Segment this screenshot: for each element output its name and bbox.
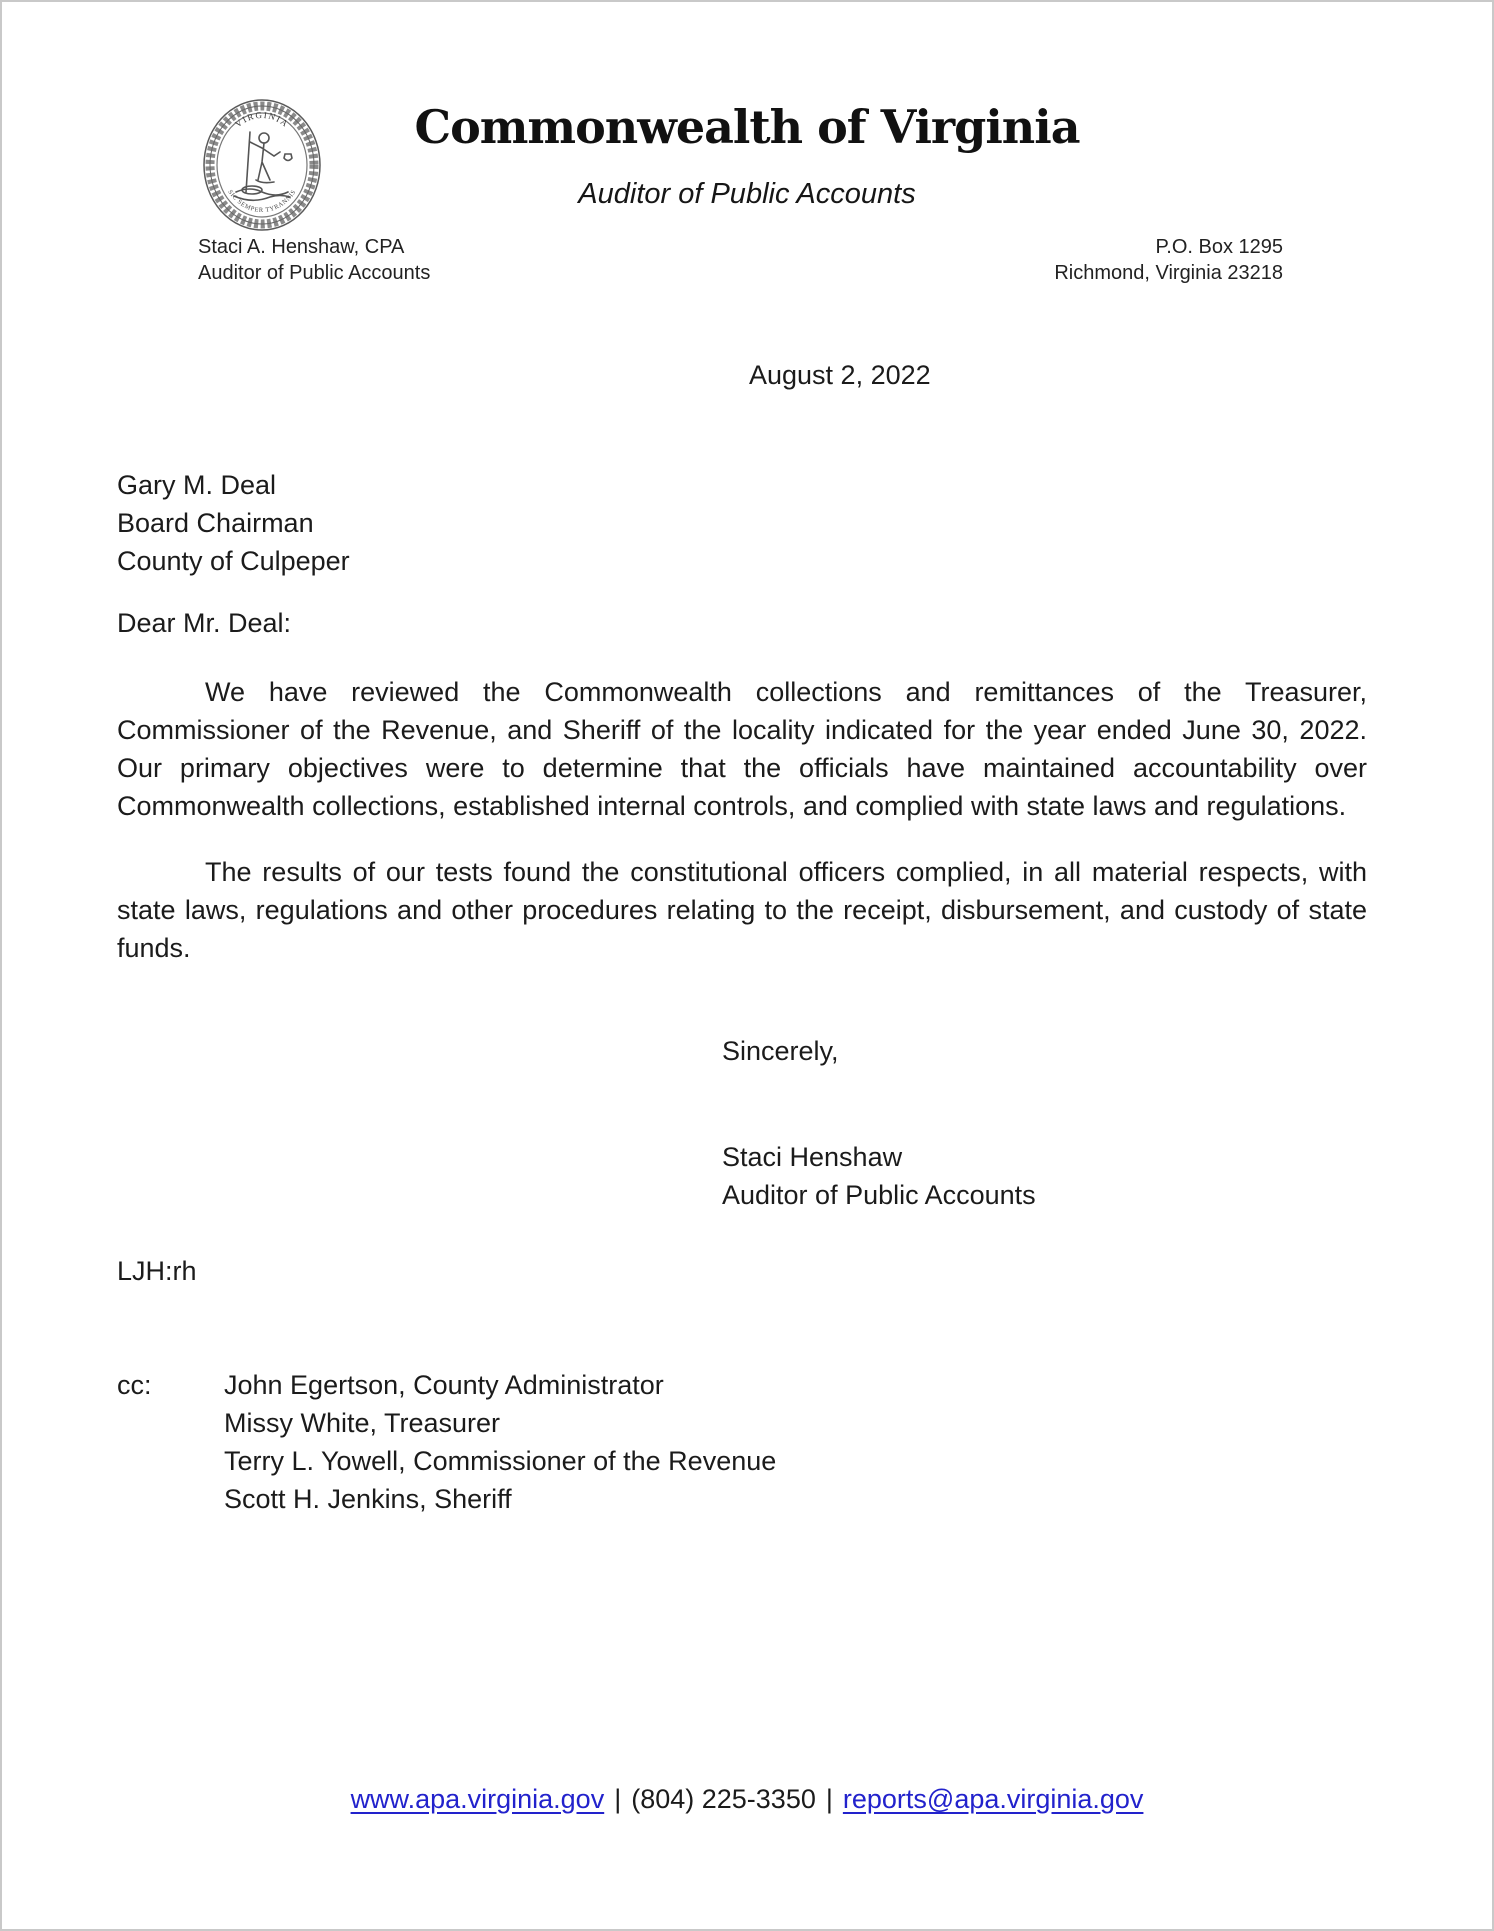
reference-initials: LJH:rh xyxy=(117,1256,197,1286)
salutation: Dear Mr. Deal: xyxy=(117,608,292,638)
cc-recipient: Terry L. Yowell, Commissioner of the Revenue xyxy=(224,1446,777,1476)
email-link[interactable]: reports@apa.virginia.gov xyxy=(842,1784,1144,1814)
cc-label: cc: xyxy=(117,1370,152,1400)
cc-recipient: John Egertson, County Administrator xyxy=(224,1370,664,1400)
seal-top-text: VIRGINIA xyxy=(233,109,291,130)
cc-recipient: Scott H. Jenkins, Sheriff xyxy=(224,1484,512,1514)
page-footer xyxy=(2,1784,1492,1815)
phone-number: (804) 225-3350 xyxy=(631,1784,816,1814)
footer-separator: | xyxy=(825,1784,833,1814)
valediction: Sincerely, xyxy=(722,1036,839,1066)
body-paragraph-2: The results of our tests found the constitutional officers complied, in all material respects, with state laws, regulations and other procedures relating to the receipt, disbursement, and custody of state funds. xyxy=(117,857,1367,963)
website-link[interactable]: www.apa.virginia.gov xyxy=(350,1784,605,1814)
signature-block xyxy=(722,1138,1036,1214)
cc-block xyxy=(117,1366,776,1518)
official-name: Staci A. Henshaw, CPA xyxy=(198,236,405,258)
recipient-locality: County of Culpeper xyxy=(117,546,350,576)
recipient-block xyxy=(117,466,350,580)
seal-bottom-text: SIC SEMPER TYRANNIS xyxy=(226,188,298,215)
address-block xyxy=(1054,234,1283,286)
cc-recipients xyxy=(224,1366,776,1518)
signer-title: Auditor of Public Accounts xyxy=(722,1180,1036,1210)
body-paragraph-1: We have reviewed the Commonwealth collections and remittances of the Treasurer, Commissioner of the Revenue, and Sheriff of the locality indicated for the year ended June 30, 2022. Our primary objectives were to determine that the officials have maintained accountability over Commonwealth collections, established internal controls, and complied with state laws and regulations. xyxy=(117,677,1367,821)
recipient-title: Board Chairman xyxy=(117,508,314,538)
po-box: P.O. Box 1295 xyxy=(1155,236,1283,258)
city-state-zip: Richmond, Virginia 23218 xyxy=(1054,262,1283,284)
signer-name: Staci Henshaw xyxy=(722,1142,903,1172)
recipient-name: Gary M. Deal xyxy=(117,470,277,500)
agency-subtitle: Auditor of Public Accounts xyxy=(578,178,916,210)
official-block xyxy=(198,234,430,286)
footer-separator: | xyxy=(614,1784,622,1814)
cc-recipient: Missy White, Treasurer xyxy=(224,1408,501,1438)
agency-title: Commonwealth of Virginia xyxy=(414,100,1080,154)
letter-date: August 2, 2022 xyxy=(749,360,931,390)
official-title: Auditor of Public Accounts xyxy=(198,262,431,284)
